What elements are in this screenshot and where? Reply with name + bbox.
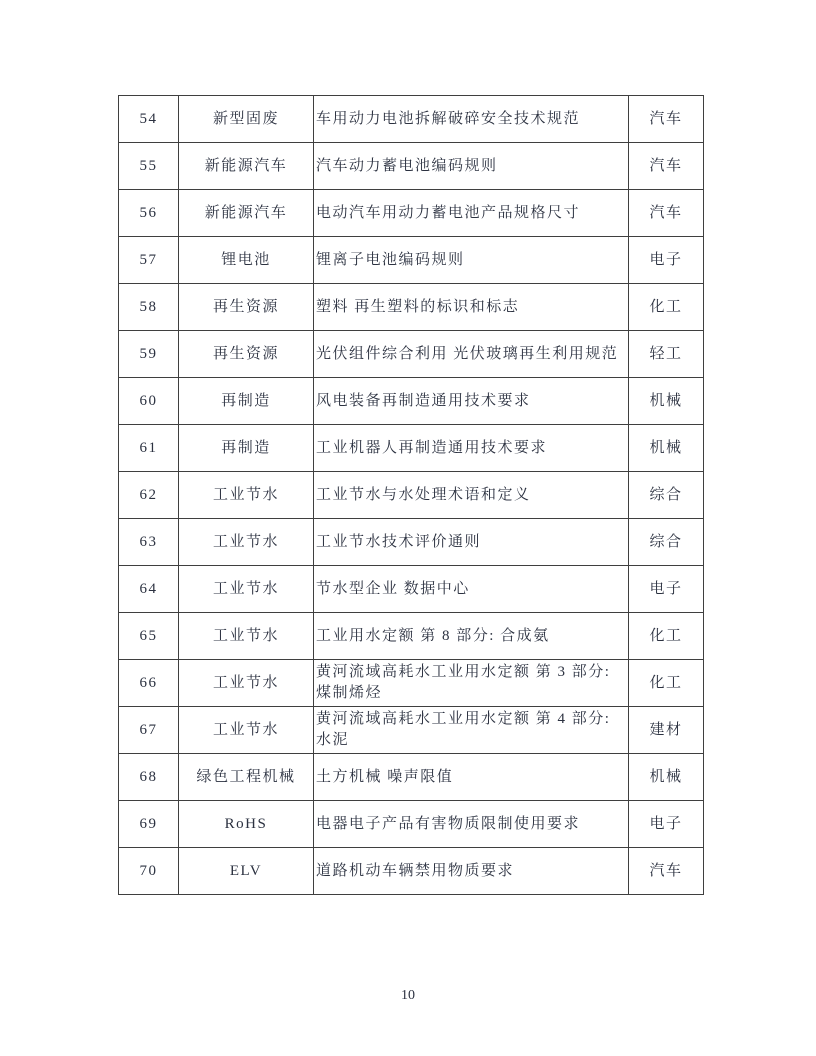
standards-table [118,95,704,895]
row-number-cell: 62 [119,472,179,519]
category-cell: 工业节水 [179,613,314,660]
industry-cell: 综合 [629,519,704,566]
industry-cell: 汽车 [629,143,704,190]
table-row [119,566,704,613]
industry-cell: 综合 [629,472,704,519]
row-number-cell: 65 [119,613,179,660]
table-row [119,284,704,331]
industry-cell: 化工 [629,284,704,331]
category-cell: 再生资源 [179,331,314,378]
table-row [119,96,704,143]
industry-cell: 汽车 [629,190,704,237]
row-number-cell: 60 [119,378,179,425]
row-number-cell: 59 [119,331,179,378]
table-row [119,801,704,848]
table-row [119,237,704,284]
table-row [119,331,704,378]
category-cell: 再生资源 [179,284,314,331]
industry-cell: 建材 [629,707,704,754]
category-cell: 工业节水 [179,566,314,613]
category-cell: 绿色工程机械 [179,754,314,801]
row-number-cell: 61 [119,425,179,472]
industry-cell: 化工 [629,660,704,707]
table-row [119,519,704,566]
industry-cell: 电子 [629,237,704,284]
category-cell: ELV [179,848,314,895]
table-row [119,848,704,895]
standard-name-cell: 道路机动车辆禁用物质要求 [314,848,629,895]
industry-cell: 机械 [629,425,704,472]
page-number: 10 [401,988,415,1003]
industry-cell: 汽车 [629,848,704,895]
row-number-cell: 58 [119,284,179,331]
standard-name-cell: 汽车动力蓄电池编码规则 [314,143,629,190]
industry-cell: 化工 [629,613,704,660]
table-row [119,707,704,754]
row-number-cell: 68 [119,754,179,801]
standard-name-cell: 节水型企业 数据中心 [314,566,629,613]
industry-cell: 汽车 [629,96,704,143]
standard-name-cell: 电动汽车用动力蓄电池产品规格尺寸 [314,190,629,237]
standard-name-cell: 锂离子电池编码规则 [314,237,629,284]
category-cell: RoHS [179,801,314,848]
category-cell: 新能源汽车 [179,143,314,190]
table-row [119,754,704,801]
table-row [119,378,704,425]
row-number-cell: 57 [119,237,179,284]
industry-cell: 机械 [629,754,704,801]
industry-cell: 轻工 [629,331,704,378]
row-number-cell: 67 [119,707,179,754]
row-number-cell: 56 [119,190,179,237]
standard-name-cell: 风电装备再制造通用技术要求 [314,378,629,425]
row-number-cell: 63 [119,519,179,566]
row-number-cell: 55 [119,143,179,190]
industry-cell: 电子 [629,801,704,848]
standard-name-cell: 黄河流域高耗水工业用水定额 第 4 部分: 水泥 [314,707,629,754]
table-row [119,613,704,660]
row-number-cell: 66 [119,660,179,707]
standard-name-cell: 黄河流域高耗水工业用水定额 第 3 部分: 煤制烯烃 [314,660,629,707]
category-cell: 工业节水 [179,472,314,519]
category-cell: 工业节水 [179,660,314,707]
table-row [119,472,704,519]
category-cell: 再制造 [179,378,314,425]
category-cell: 工业节水 [179,519,314,566]
table-row [119,425,704,472]
industry-cell: 机械 [629,378,704,425]
category-cell: 新型固废 [179,96,314,143]
row-number-cell: 70 [119,848,179,895]
category-cell: 再制造 [179,425,314,472]
standards-table-body [119,96,704,895]
industry-cell: 电子 [629,566,704,613]
table-row [119,190,704,237]
category-cell: 新能源汽车 [179,190,314,237]
row-number-cell: 64 [119,566,179,613]
table-row [119,143,704,190]
category-cell: 锂电池 [179,237,314,284]
category-cell: 工业节水 [179,707,314,754]
standard-name-cell: 工业机器人再制造通用技术要求 [314,425,629,472]
standard-name-cell: 塑料 再生塑料的标识和标志 [314,284,629,331]
row-number-cell: 69 [119,801,179,848]
standard-name-cell: 工业用水定额 第 8 部分: 合成氨 [314,613,629,660]
standard-name-cell: 车用动力电池拆解破碎安全技术规范 [314,96,629,143]
standard-name-cell: 电器电子产品有害物质限制使用要求 [314,801,629,848]
row-number-cell: 54 [119,96,179,143]
standard-name-cell: 光伏组件综合利用 光伏玻璃再生利用规范 [314,331,629,378]
standard-name-cell: 工业节水技术评价通则 [314,519,629,566]
standard-name-cell: 土方机械 噪声限值 [314,754,629,801]
table-row [119,660,704,707]
standard-name-cell: 工业节水与水处理术语和定义 [314,472,629,519]
